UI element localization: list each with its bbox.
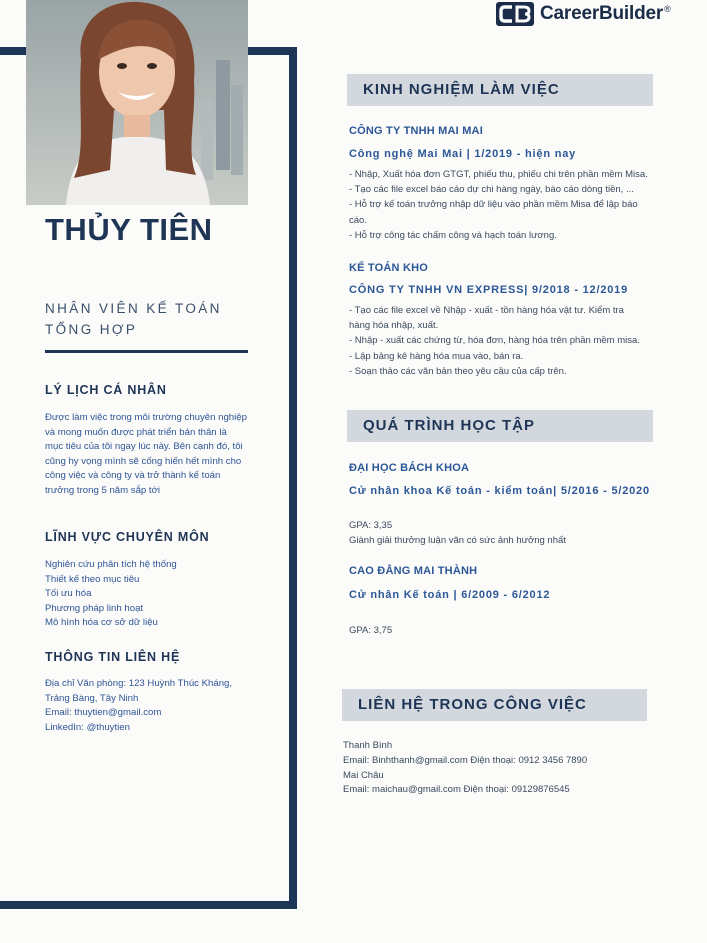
about-line: và mong muốn được phát triển bản thân là [45,426,227,438]
skills-heading: LĨNH VỰC CHUYÊN MÔN [45,530,210,544]
about-text [45,411,247,499]
duty-line: - Nhập - xuất các chứng từ, hóa đơn, hàng hóa trên phần mềm misa. [349,335,640,347]
experience-heading: KINH NGHIỆM LÀM VIỆC [363,81,560,98]
left-frame-right-border [289,47,297,909]
about-line: công việc và công ty và trở thành kế toán [45,470,221,482]
duty-line: - Soạn thảo các văn bản theo yêu cầu của cấp trên. [349,365,567,377]
profile-photo [26,0,248,205]
duty-line: - Tạo các file excel báo cáo dự chi hàng ngày, báo cáo dòng tiền, ... [349,184,634,196]
references-list [343,739,587,798]
job-company: CÔNG TY TNHH MAI MAI [349,125,483,137]
about-heading: LÝ LỊCH CÁ NHÂN [45,383,167,397]
left-frame-bottom-border [0,901,297,909]
school-name: CAO ĐẲNG MAI THÀNH [349,565,478,577]
job-title-line: TỔNG HỢP [45,322,138,337]
skill-item: Phương pháp linh hoạt [45,602,144,614]
job-title-line: NHÂN VIÊN KẾ TOÁN [45,301,222,316]
contact-email[interactable]: Email: thuytien@gmail.com [45,707,162,719]
degree: Cử nhân khoa Kế toán - kiểm toán| 5/2016 - 5/2020 [349,485,650,497]
duty-line: - Hỗ trợ công tác chấm công và hạch toán lương. [349,229,557,241]
duty-line: - Hỗ trợ kế toán trưởng nhập dữ liệu vào phần mềm Misa để lập báo [349,199,638,211]
skill-item: Tối ưu hóa [45,588,92,600]
duty-line: - Lập bảng kê hàng hóa mua vào, bán ra. [349,350,524,362]
careerbuilder-logo-icon [496,2,534,26]
duty-line: - Nhập, Xuất hóa đơn GTGT, phiếu thu, phiếu chi trên phần mềm Misa. [349,169,648,180]
job-role: Công nghệ Mai Mai | 1/2019 - hiện nay [349,148,577,160]
contact-linkedin[interactable]: LinkedIn: @thuytien [45,721,130,733]
school-detail-line: GPA: 3,35 [349,520,393,531]
reference-name: Thanh Bình [343,740,393,751]
school-name: ĐẠI HỌC BÁCH KHOA [349,462,470,474]
school-details [349,623,392,638]
skill-item: Mô hình hóa cơ sở dữ liệu [45,617,158,629]
careerbuilder-logo[interactable] [496,2,671,26]
contact-heading: THÔNG TIN LIÊN HỆ [45,650,181,664]
about-line: mục tiêu của tôi ngay lúc này. Bên cạnh đó, tôi [45,441,243,453]
candidate-name: THỦY TIÊN [45,212,213,247]
education-section-bar [347,410,653,442]
job-role: CÔNG TY TNHH VN EXPRESS| 9/2018 - 12/2019 [349,284,628,296]
reference-contact[interactable]: Email: Binhthanh@gmail.com Điện thoại: 0912 3456 7890 [343,754,588,766]
profile-photo-illustration [26,0,248,205]
title-divider [45,350,248,353]
skill-item: Nghiên cứu phân tích hệ thống [45,559,177,570]
references-heading: LIÊN HỆ TRONG CÔNG VIỆC [358,696,587,713]
duty-line: - Tạo các file excel về Nhập - xuất - tồn hàng hóa vật tư. Kiểm tra [349,305,624,316]
contact-info [45,677,232,735]
job-duties [349,303,640,379]
job-duties [349,167,648,243]
experience-section-bar [347,74,653,106]
skills-list [45,558,177,631]
duty-line: hàng hóa nhập, xuất. [349,320,439,332]
about-line: trưởng trong 5 năm sắp tới [45,484,160,496]
about-line: cũng hy vọng mình sẽ cống hiến hết mình cho [45,455,242,467]
contact-address-line: Trảng Bàng, Tây Ninh [45,692,139,704]
contact-address-line: Địa chỉ Văn phòng: 123 Huỳnh Thúc Kháng, [45,678,233,689]
school-details [349,518,566,548]
references-section-bar [342,689,647,721]
skill-item: Thiết kế theo mục tiêu [45,573,140,585]
job-title [45,298,235,340]
reference-name: Mai Châu [343,769,384,781]
degree: Cử nhân Kế toán | 6/2009 - 6/2012 [349,589,551,601]
job-company: KẾ TOÁN KHO [349,262,429,274]
about-line: Được làm việc trong môi trường chuyên nghiệp [45,412,247,423]
logo-wordmark: CareerBuilder [540,3,664,24]
reference-contact[interactable]: Email: maichau@gmail.com Điện thoại: 09129876545 [343,784,570,796]
registered-mark: ® [664,4,671,14]
duty-line: cáo. [349,214,367,226]
school-detail-line: GPA: 3,75 [349,625,393,636]
education-heading: QUÁ TRÌNH HỌC TẬP [363,417,535,434]
school-detail-line: Giành giải thưởng luận văn có sức ảnh hưởng nhất [349,535,566,547]
